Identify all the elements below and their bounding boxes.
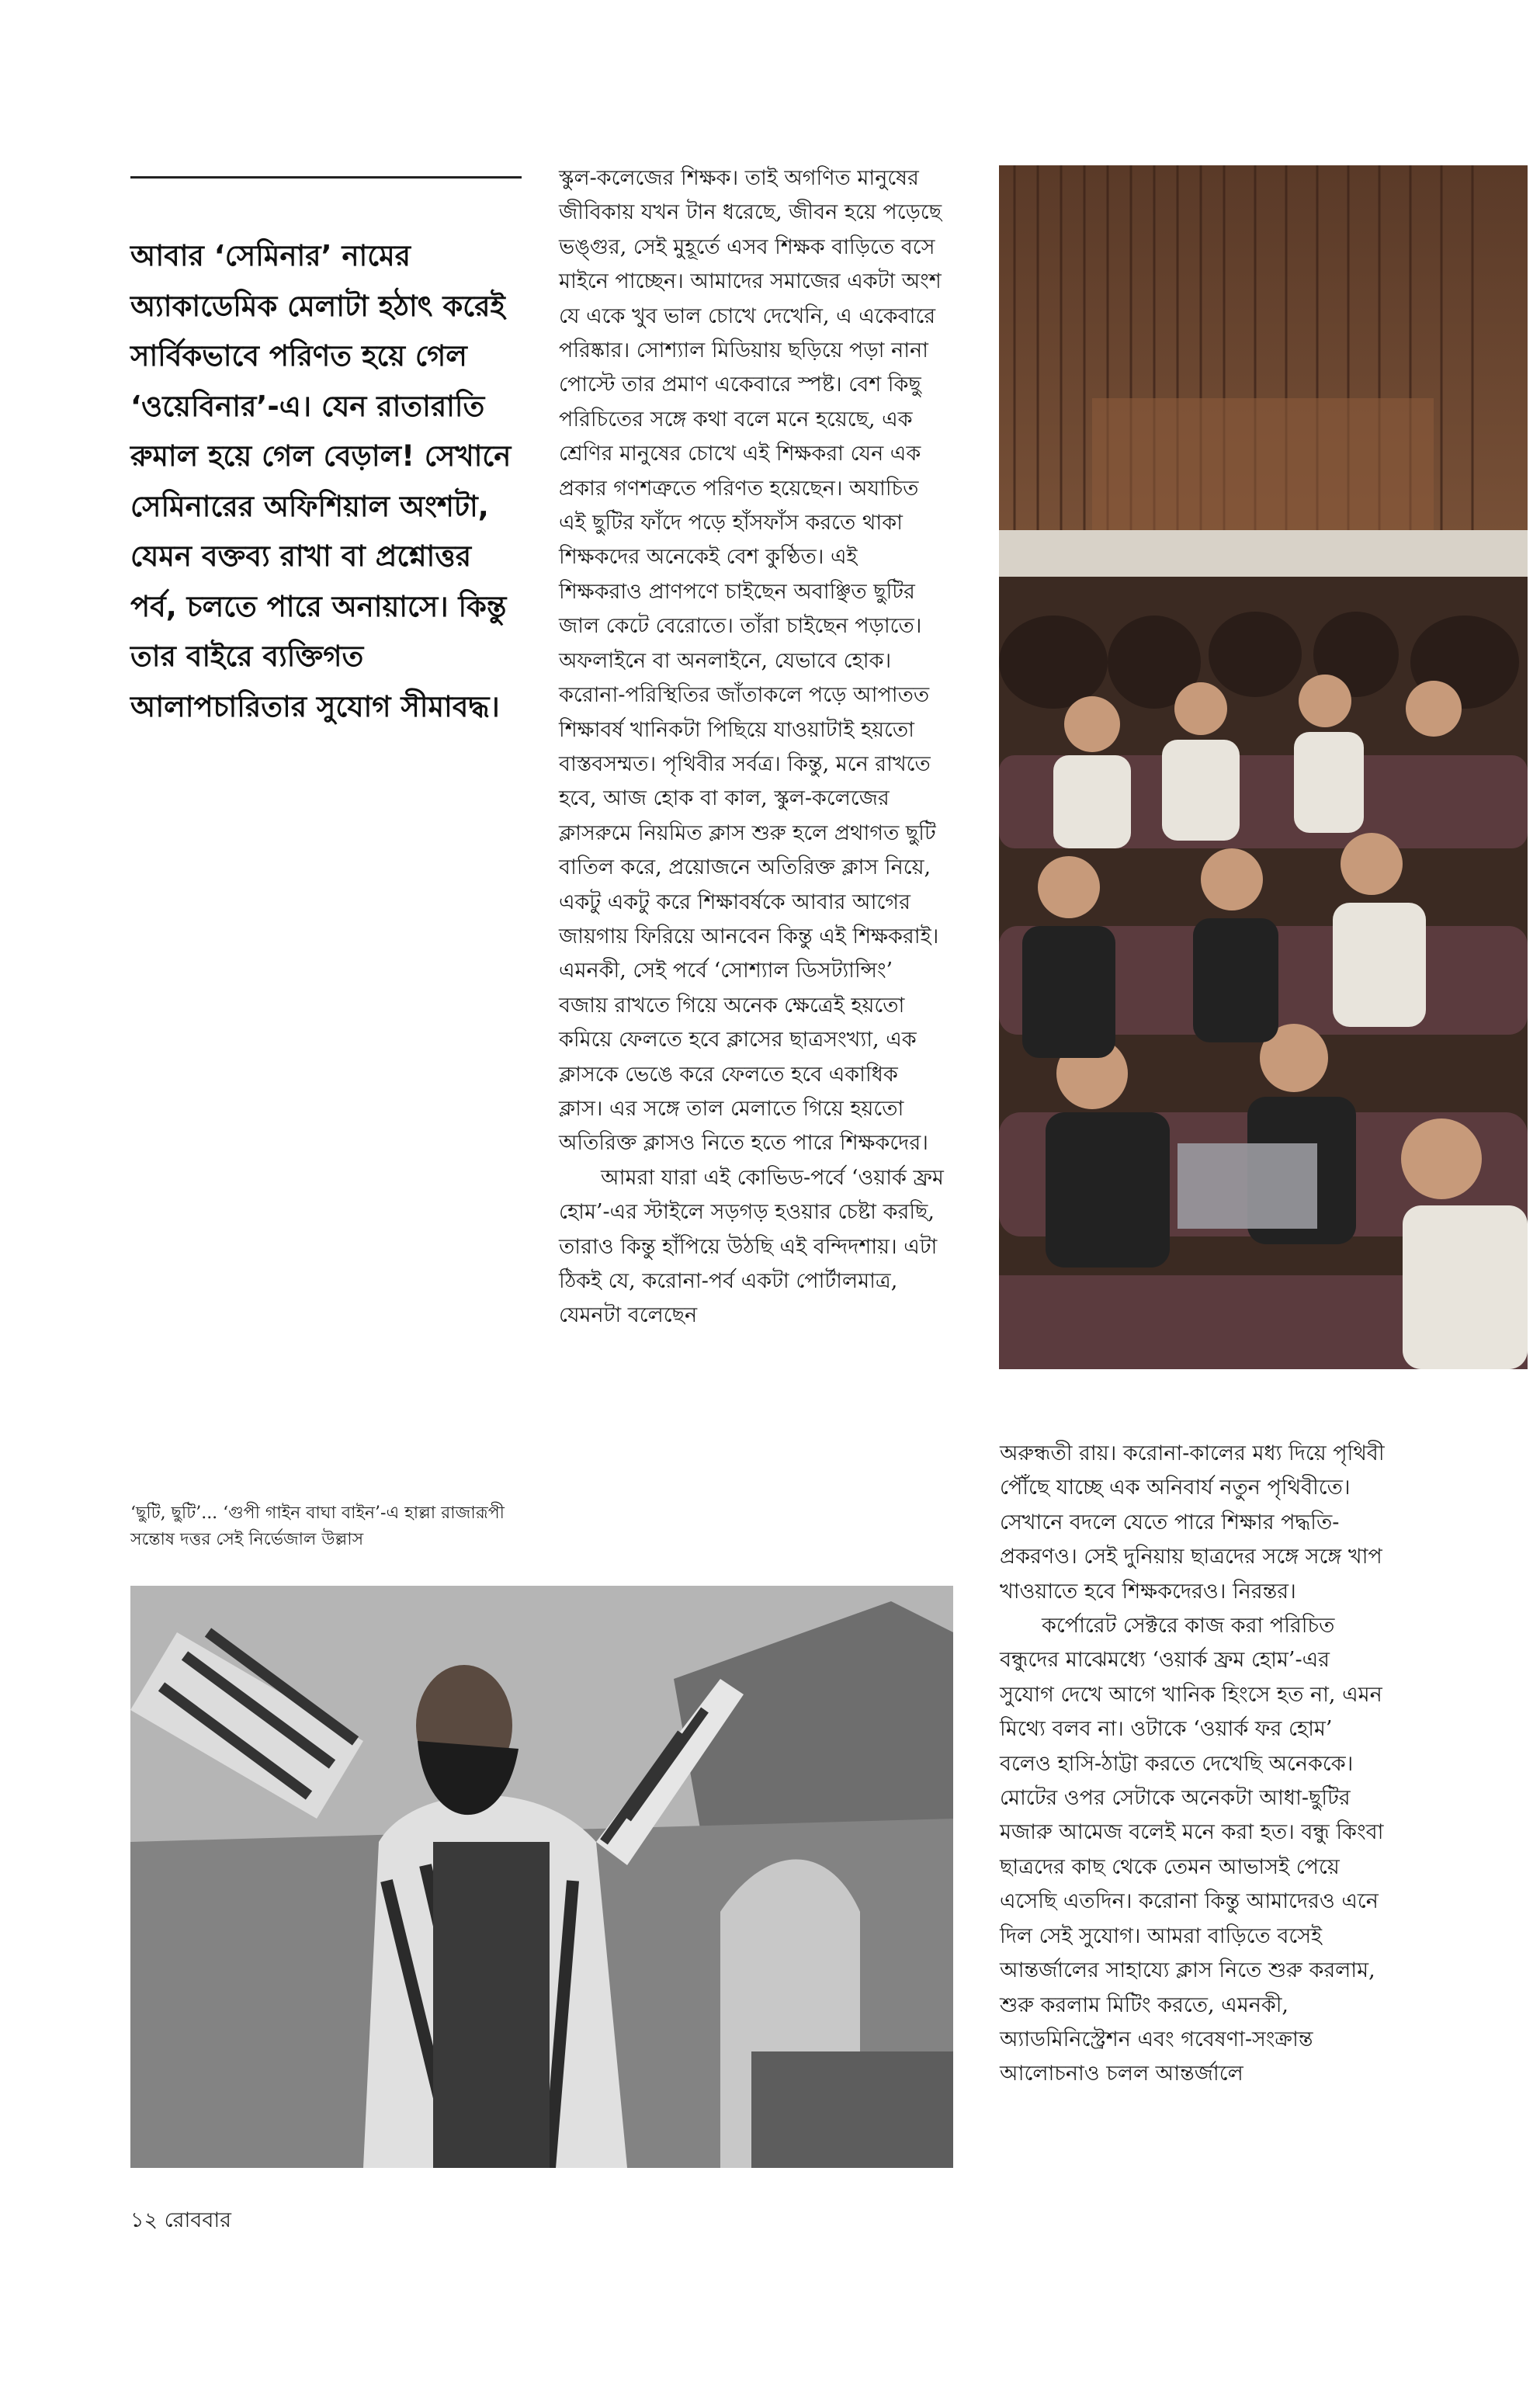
pull-quote: আবার ‘সেমিনার’ নামের অ্যাকাডেমিক মেলাটা হঠাৎ করেই সার্বিকভাবে পরিণত হয়ে গেল ‘ওয়েবিনার’-এ। যেন রাতারাতি রুমাল হয়ে গেল বেড়াল! সেখানে সেমিনারের অফিশিয়াল অংশটা, যেমন বক্তব্য রাখা বা প্রশ্নোত্তর পর্ব, চলতে পারে অনায়াসে। কিন্তু তার বাইরে ব্যক্তিগত আলাপচারিতার সুযোগ সীমাবদ্ধ।	[130, 239, 512, 723]
paragraph: অরুন্ধতী রায়। করোনা-কালের মধ্য দিয়ে পৃথিবী পৌঁছে যাচ্ছে এক অনিবার্য নতুন পৃথিবীতে। সেখানে বদলে যেতে পারে শিক্ষার পদ্ধতি-প্রকরণও। সেই দুনিয়ায় ছাত্রদের সঙ্গে সঙ্গে খাপ খাওয়াতে হবে শিক্ষকদেরও। নিরন্তর।	[1000, 1441, 1385, 1604]
film-still-photo	[130, 1586, 953, 2168]
film-still-illustration	[130, 1586, 953, 2168]
seminar-photo-illustration	[999, 165, 1528, 1369]
article-column-middle	[559, 161, 947, 1333]
top-rule	[130, 176, 522, 179]
seminar-audience-photo	[999, 165, 1528, 1369]
paragraph: স্কুল-কলেজের শিক্ষক। তাই অগণিত মানুষের জীবিকায় যখন টান ধরেছে, জীবন হয়ে পড়েছে ভঙ্গুর, সেই মুহূর্তে এসব শিক্ষক বাড়িতে বসে মাইনে পাচ্ছেন। আমাদের সমাজের একটা অংশ যে একে খুব ভাল চোখে দেখেনি, এ একেবারে পরিষ্কার। সোশ্যাল মিডিয়ায় ছড়িয়ে পড়া নানা পোস্টে তার প্রমাণ একেবারে স্পষ্ট। বেশ কিছু পরিচিতের সঙ্গে কথা বলে মনে হয়েছে, এক শ্রেণির মানুষের চোখে এই শিক্ষকরা যেন এক প্রকার গণশত্রুতে পরিণত হয়েছেন। অযাচিত এই ছুটির ফাঁদে পড়ে হাঁসফাঁস করতে থাকা শিক্ষকদের অনেকেই বেশ কুণ্ঠিত। এই শিক্ষকরাও প্রাণপণে চাইছেন অবাঞ্ছিত ছুটির জাল কেটে বেরোতে। তাঁরা চাইছেন পড়াতে। অফলাইনে বা অনলাইনে, যেভাবে হোক। করোনা-পরিস্থিতির জাঁতাকলে পড়ে আপাতত শিক্ষাবর্ষ খানিকটা পিছিয়ে যাওয়াটাই হয়তো বাস্তবসম্মত। পৃথিবীর সর্বত্র। কিন্তু, মনে রাখতে হবে, আজ হোক বা কাল, স্কুল-কলেজের ক্লাসরুমে নিয়মিত ক্লাস শুরু হলে প্রথাগত ছুটি বাতিল করে, প্রয়োজনে অতিরিক্ত ক্লাস নিয়ে, একটু একটু করে শিক্ষাবর্ষকে আবার আগের জায়গায় ফিরিয়ে আনবেন কিন্তু এই শিক্ষকরাই। এমনকী, সেই পর্বে ‘সোশ্যাল ডিসট্যান্সিং’ বজায় রাখতে গিয়ে অনেক ক্ষেত্রেই হয়তো কমিয়ে ফেলতে হবে ক্লাসের ছাত্রসংখ্যা, এক ক্লাসকে ভেঙে করে ফেলতে হবে একাধিক ক্লাস। এর সঙ্গে তাল মেলাতে গিয়ে হয়তো অতিরিক্ত ক্লাসও নিতে হতে পারে শিক্ষকদের।	[559, 166, 942, 1156]
page-folio: ১২ রোববার	[130, 2208, 232, 2232]
photo-caption: ‘ছুটি, ছুটি’... ‘গুপী গাইন বাঘা বাইন’-এ হাল্লা রাজারূপী সন্তোষ দত্তর সেই নির্ভেজাল উল্লাস	[130, 1503, 505, 1549]
article-column-right	[1000, 1437, 1388, 2092]
paragraph: কর্পোরেট সেক্টরে কাজ করা পরিচিত বন্ধুদের মাঝেমধ্যে ‘ওয়ার্ক ফ্রম হোম’-এর সুযোগ দেখে আগে খানিক হিংসে হত না, এমন মিথ্যে বলব না। ওটাকে ‘ওয়ার্ক ফর হোম’ বলেও হাসি-ঠাট্টা করতে দেখেছি অনেককে। মোটের ওপর সেটাকে অনেকটা আধা-ছুটির মজারু আমেজ বলেই মনে করা হত। বন্ধু কিংবা ছাত্রদের কাছ থেকে তেমন আভাসই পেয়ে এসেছি এতদিন। করোনা কিন্তু আমাদেরও এনে দিল সেই সুযোগ। আমরা বাড়িতে বসেই আন্তর্জালের সাহায্যে ক্লাস নিতে শুরু করলাম, শুরু করলাম মিটিং করতে, এমনকী, অ্যাডমিনিস্ট্রেশন এবং গবেষণা-সংক্রান্ত আলোচনাও চলল আন্তর্জালে	[1000, 1614, 1384, 2086]
paragraph: আমরা যারা এই কোভিড-পর্বে ‘ওয়ার্ক ফ্রম হোম’-এর স্টাইলে সড়গড় হওয়ার চেষ্টা করছি, তারাও কিন্তু হাঁপিয়ে উঠছি এই বন্দিদশায়। এটা ঠিকই যে, করোনা-পর্ব একটা পোর্টালমাত্র, যেমনটা বলেছেন	[559, 1165, 944, 1328]
